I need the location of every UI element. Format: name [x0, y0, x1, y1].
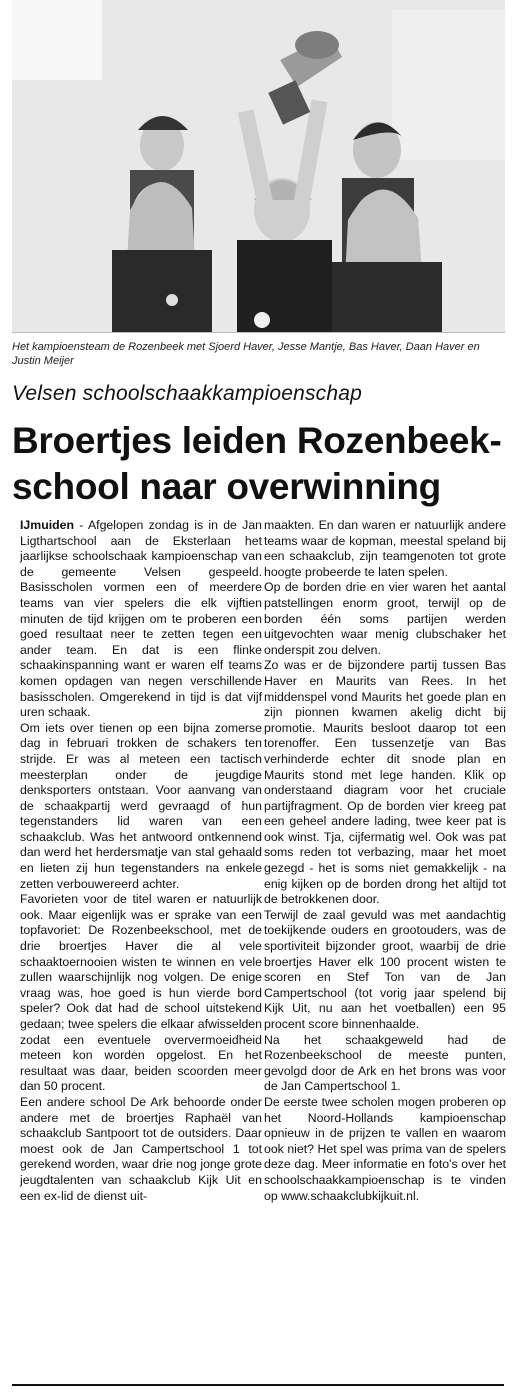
team-photo	[12, 0, 505, 333]
article-paragraph: Terwijl de zaal gevuld was met aandachtig toekijkende ouders en grootouders, was de sportiviteit bijzonder groot, waarbij de drie broertjes Haver elk 100 procent wisten te scoren en Stef Ton van de Jan Campertschool (tot vorig jaar spelend bij Kijk Uit, nu aan het voetballen) een 95 procent score binnenhaalde.	[264, 907, 506, 1031]
bottom-rule	[12, 1384, 504, 1386]
photo-caption: Het kampioensteam de Rozenbeek met Sjoerd Haver, Jesse Mantje, Bas Haver, Daan Haver en Justin Meijer	[12, 341, 480, 367]
article-dateline: IJmuiden	[20, 518, 74, 532]
article-paragraph	[20, 518, 262, 721]
headline-line-1: Broertjes leiden Rozenbeek-	[12, 420, 502, 461]
article-paragraph: Om iets over tienen op een bijna zomerse dag in februari trokken de schakers ten strijde. Er was al meteen een tactisch meesterplan onder de jeugdige denksporters ontstaan. Voor aanvang van de schaakpartij werd gevraagd of hun tegenstanders lid waren van een schaakclub. Was het antwoord ontkennend dan werd het herdersmatje van stal gehaald en lieten zij hun tegenstanders na enkele zetten verbouwereerd achter.	[20, 720, 262, 891]
article-headline	[12, 418, 504, 510]
article-kicker: Velsen schoolschaakkampioenschap	[12, 382, 362, 405]
article-paragraph: Na het schaakgeweld had de Rozenbeekschool de meeste punten, gevolgd door de Ark en het brons was voor de Jan Campertschool 1.	[264, 1032, 506, 1094]
article-paragraph: maakten. En dan waren er natuurlijk andere teams waar de kopman, meestal speland bij een schaakclub, zijn teamgenoten tot grote hoogte probeerde te laten spelen.	[264, 518, 506, 579]
team-photo-illustration	[12, 0, 505, 332]
headline-line-2: school naar overwinning	[12, 466, 441, 507]
article-column-right	[264, 518, 506, 1204]
article-paragraph: De eerste twee scholen mogen proberen op het Noord-Hollands kampioenschap opnieuw in de prijzen te vallen en waarom ook niet? Het spel was prima van de spelers deze dag. Meer informatie en foto's over het schoolschaakkampioenschap is te vinden op www.schaakclubkijkuit.nl.	[264, 1094, 506, 1203]
article-column-left	[20, 518, 262, 1204]
article-paragraph: Zo was er de bijzondere partij tussen Bas Haver en Maurits van Rees. In het middenspel vond Maurits het goede plan en zijn pionnen kwamen akelig dicht bij promotie. Maurits besloot daarop tot een torenoffer. Een tussenzetje van Bas verhinderde echter dit snode plan en Maurits stond met lege handen. Klik op onderstaand diagram voor het cruciale partijfragment. Op de borden vier kreeg pat een geheel andere lading, twee keer pat is ook winst. Tja, cijfermatig wel. Ook was pat soms reden tot verbazing, maar het moet gezegd - het is soms niet gemakkelijk - na enig kijken op de borden drong het altijd tot de betrokkenen door.	[264, 658, 506, 907]
article-paragraph: Een andere school De Ark behoorde onder andere met de broertjes Raphaël van schaakclub Santpoort tot de outsiders. Daar moest ook de Jan Campertschool 1 tot gerekend worden, waar drie nog jonge grote jeugdtalenten van schaakclub Kijk Uit en een ex-lid de dienst uit-	[20, 1094, 262, 1203]
paragraph-text: - Afgelopen zondag is in de Jan Ligthartschool aan de Eksterlaan het jaarlijkse schoolschaak kampioenschap van de gemeente Velsen gespeeld. Basisscholen vormen een of meerdere teams van vier spelers die elk vijftien minuten de tijd krijgen om te proberen een goed resultaat neer te zetten tegen een ander team. En dat is een flinke schaakinspanning want er waren elf teams komen opdagen van negen verschillende basisscholen. Omgerekend in tijd is dat vijf uren schaak.	[20, 518, 262, 720]
article-paragraph: Favorieten voor de titel waren er natuurlijk ook. Maar eigenlijk was er sprake van een topfavoriet: De Rozenbeekschool, met de drie broertjes Haver die al vele schaaktoernooien wisten te winnen en vele zullen waarschijnlijk nog volgen. De enige vraag was, hoe goed is hun vierde bord speler? Ook dat had de school uitstekend gedaan; twee spelers die elkaar afwisselden zodat een eventuele oververmoeidheid meteen kon worden opgelost. En het resultaat was daar, beiden scoorden meer dan 50 procent.	[20, 892, 262, 1094]
article-paragraph: Op de borden drie en vier waren het aantal patstellingen enorm groot, terwijl op de borden één soms partijen werden uitgevochten waar menig clubschaker het onderspit zou delven.	[264, 580, 506, 657]
